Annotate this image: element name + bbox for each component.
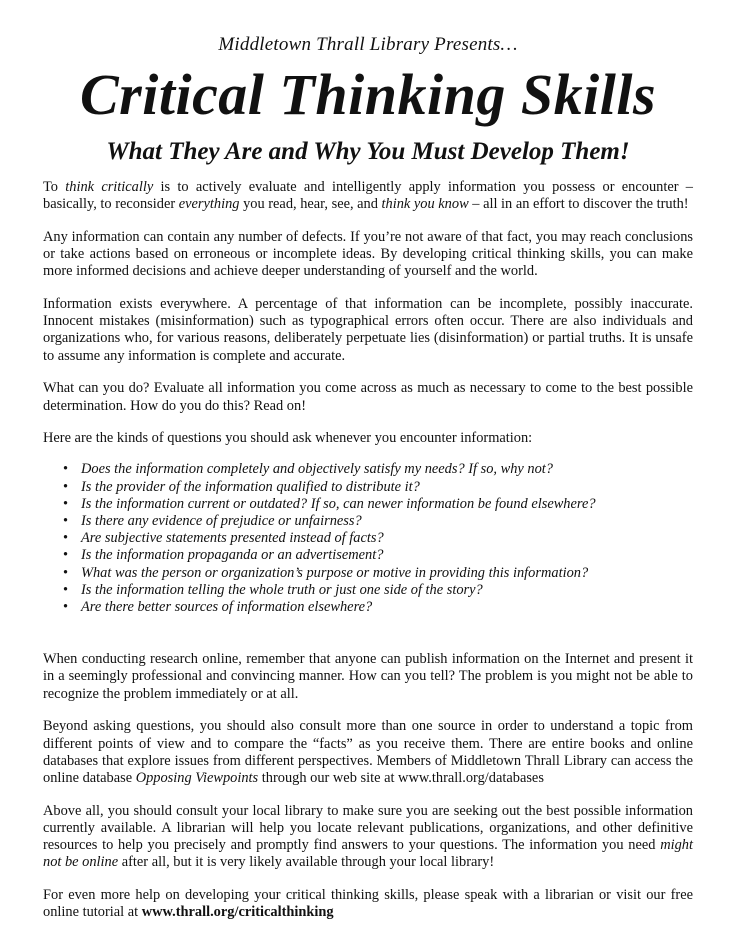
page-title: Critical Thinking Skills bbox=[79, 62, 657, 127]
list-item: • Is there any evidence of prejudice or unfairness? bbox=[63, 513, 362, 530]
bullet-icon: • bbox=[63, 547, 69, 564]
page-subtitle: What They Are and Why You Must Develop Them! bbox=[106, 138, 630, 165]
bullet-icon: • bbox=[63, 599, 69, 616]
bullet-icon: • bbox=[63, 513, 69, 530]
list-item: • Is the information telling the whole truth or just one side of the story? bbox=[63, 581, 483, 598]
list-item: • Are there better sources of information elsewhere? bbox=[63, 599, 373, 616]
paragraph-beyond-questions: Beyond asking questions, you should also consult more than one source in order to understand a topic from different points of view and to compare the “facts” as you receive them. There are entire books and online databases that explore issues from different perspectives. Members of Middletown Thrall Library can access the online database Opposing Viewpoints through our web site at www.thrall.org/databases bbox=[43, 718, 693, 786]
paragraph-intro: To think critically is to actively evaluate and intelligently apply information you possess or encounter – basically, to reconsider everything you read, hear, see, and think you know – all in an effort to discover the truth! bbox=[43, 179, 693, 213]
bullet-icon: • bbox=[63, 495, 69, 512]
paragraph-what-can-you-do: What can you do? Evaluate all information you come across as much as necessary to come to the best possible determination. How do you do this? Read on! bbox=[43, 380, 693, 414]
bullet-icon: • bbox=[63, 581, 69, 598]
tutorial-link[interactable]: www.thrall.org/criticalthinking bbox=[141, 904, 334, 921]
body-text bbox=[43, 179, 693, 937]
paragraph-more-help: For even more help on developing your critical thinking skills, please speak with a librarian or visit our free online tutorial at www.thrall.org/criticalthinking bbox=[43, 887, 693, 921]
list-item: • Is the information propaganda or an advertisement? bbox=[63, 547, 384, 564]
paragraph-questions-intro: Here are the kinds of questions you should ask whenever you encounter information: bbox=[43, 430, 533, 447]
paragraph-above-all: Above all, you should consult your local library to make sure you are seeking out the best possible information currently available. A librarian will help you locate relevant publications, organizations, and other definitive resources to help you precisely and promptly find answers to your questions. The information you need might not be online after all, but it is very likely available through your local library! bbox=[43, 802, 693, 871]
paragraph-research-online: When conducting research online, remember that anyone can publish information on the Internet and present it in a seemingly professional and convincing manner. How can you tell? The problem is you might not be able to recognize the problem immediately or at all. bbox=[43, 651, 693, 702]
list-item: • What was the person or organization’s purpose or motive in providing this information? bbox=[63, 564, 589, 581]
paragraph-defects: Any information can contain any number of defects. If you’re not aware of that fact, you may reach conclusions or take actions based on erroneous or incomplete ideas. By developing critical thinking skills, you can make more informed decisions and achieve deeper understanding of yourself and the world. bbox=[43, 228, 693, 280]
list-item: • Are subjective statements presented instead of facts? bbox=[63, 530, 384, 547]
presents-line: Middletown Thrall Library Presents… bbox=[218, 34, 518, 55]
paragraph-information-exists: Information exists everywhere. A percentage of that information can be incomplete, possibly inaccurate. Innocent mistakes (misinformation) such as typographical errors often occur. There are also individuals and organizations who, for various reasons, deliberately perpetuate lies (disinformation) or partial truths. It is unsafe to assume any information is complete and accurate. bbox=[43, 296, 693, 364]
list-item: • Is the provider of the information qualified to distribute it? bbox=[63, 478, 420, 495]
bullet-icon: • bbox=[63, 530, 69, 547]
databases-link: through our web site at www.thrall.org/databases bbox=[258, 769, 544, 786]
list-item: • Is the information current or outdated? If so, can newer information be found elsewhere? bbox=[63, 495, 596, 512]
bullet-icon: • bbox=[63, 564, 69, 581]
questions-list bbox=[43, 461, 693, 616]
bullet-icon: • bbox=[63, 478, 69, 495]
bullet-icon: • bbox=[63, 461, 69, 478]
list-item: • Does the information completely and objectively satisfy my needs? If so, why not? bbox=[63, 461, 553, 478]
